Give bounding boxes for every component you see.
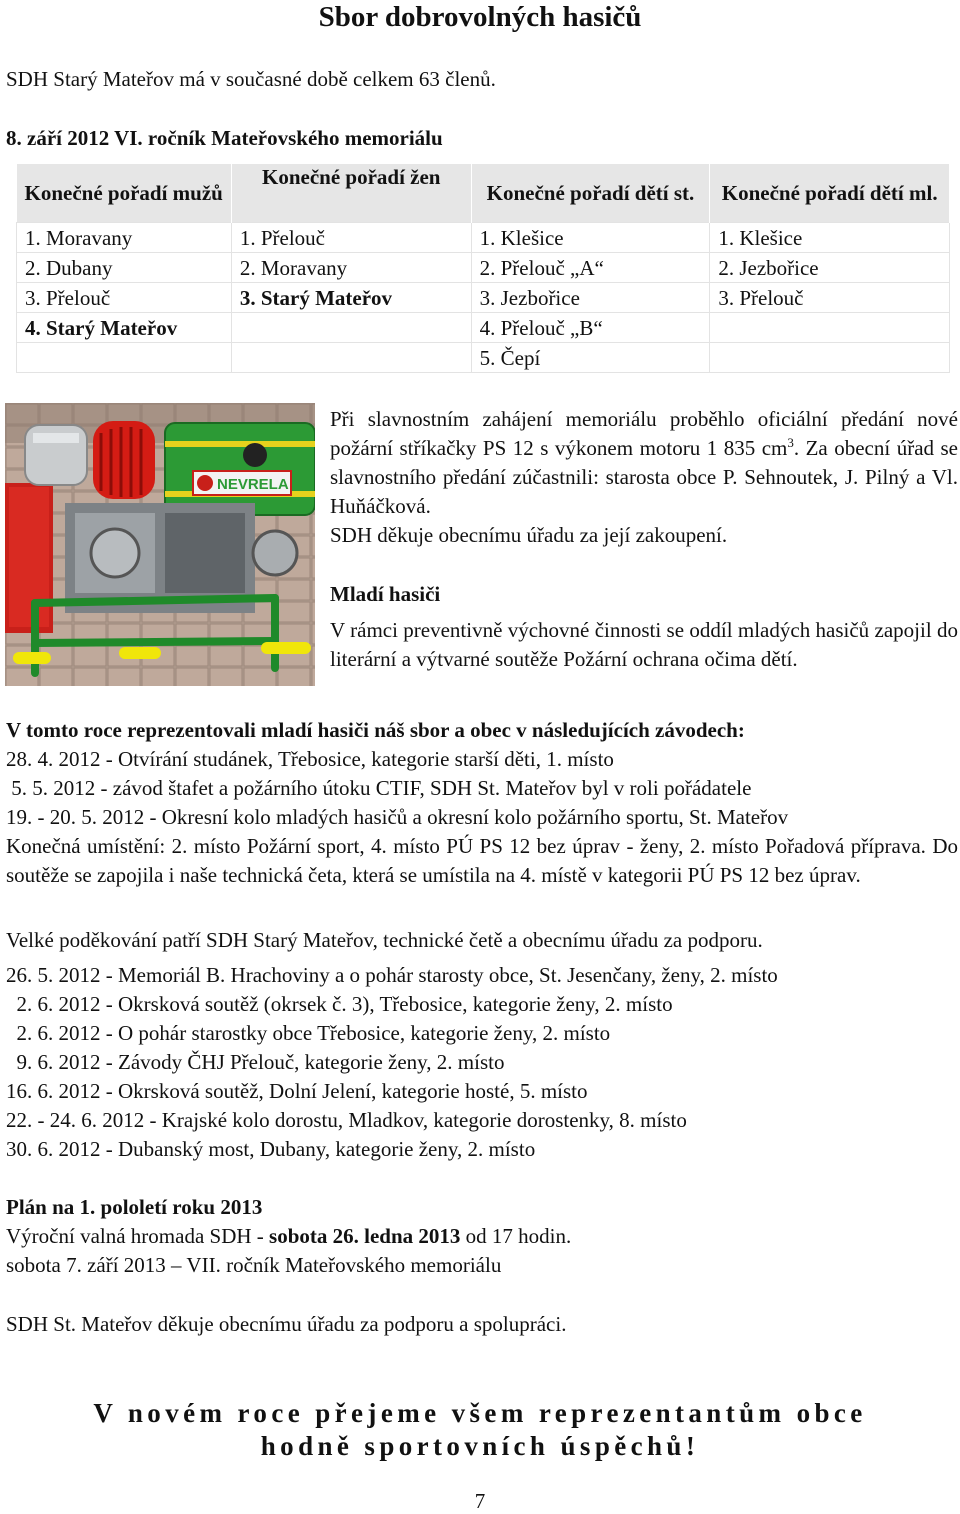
plan-meeting-time: od 17 hodin.: [460, 1224, 572, 1248]
table-cell: 1. Klešice: [471, 223, 710, 253]
women-event: 2. 6. 2012 - Okrsková soutěž (okrsek č. 3), Třebosice, kategorie ženy, 2. místo: [6, 992, 673, 1016]
table-cell: 1. Klešice: [710, 223, 950, 253]
women-event: 16. 6. 2012 - Okrsková soutěž, Dolní Jelení, kategorie hosté, 5. místo: [6, 1079, 588, 1103]
table-row: [17, 253, 950, 283]
final-results-paragraph: Konečná umístění: 2. místo Požární sport, 4. místo PÚ PS 12 bez úprav - ženy, 2. místo Pořadová příprava. Do soutěže se zapojila i naše technická četa, která se umístila na 4. místě v kategorii PÚ PS 12 bez úprav.: [6, 834, 958, 887]
women-event: 26. 5. 2012 - Memoriál B. Hrachoviny a o pohár starosty obce, St. Jesenčany, ženy, 2. místo: [6, 963, 778, 987]
pump-paragraph: [330, 405, 958, 550]
table-cell: 5. Čepí: [471, 343, 710, 373]
members-line: SDH Starý Mateřov má v současné době celkem 63 členů.: [6, 67, 496, 91]
pump-paragraph-text-end: . Za obecní úřad se slavnostního předání zúčastnili: starosta obce P. Sehnoutek, J. Pilný a Vl. Huňáčková.: [330, 436, 958, 518]
page-number: 7: [474, 1489, 486, 1513]
table-cell: 2. Moravany: [231, 253, 471, 283]
table-row: [17, 313, 950, 343]
women-event: 22. - 24. 6. 2012 - Krajské kolo dorostu, Mladkov, kategorie dorostenky, 8. místo: [6, 1108, 687, 1132]
table-cell: 1. Přelouč: [231, 223, 471, 253]
women-event: 9. 6. 2012 - Závody ČHJ Přelouč, kategorie ženy, 2. místo: [6, 1050, 505, 1074]
table-cell: 2. Přelouč „A“: [471, 253, 710, 283]
table-cell: 3. Starý Mateřov: [231, 283, 471, 313]
table-cell: 4. Přelouč „B“: [471, 313, 710, 343]
table-row: [17, 283, 950, 313]
table-row: [17, 223, 950, 253]
plan-meeting-date: sobota 26. ledna 2013: [269, 1224, 461, 1248]
page-heading: Sbor dobrovolných hasičů: [318, 1, 642, 33]
pump-paragraph-text: Při slavnostním zahájení memoriálu proběhlo oficiální předání nové požární stříkačky PS 12 s výkonem motoru 1 835 cm: [330, 407, 958, 460]
young-event: 28. 4. 2012 - Otvírání studánek, Třebosice, kategorie starší děti, 1. místo: [6, 747, 614, 771]
competitions-heading: V tomto roce reprezentovali mladí hasiči náš sbor a obec v následujících závodech:: [6, 718, 745, 742]
header-children-older: Konečné pořadí dětí st.: [471, 164, 710, 223]
table-cell: 1. Moravany: [17, 223, 232, 253]
fire-pump-illustration: [5, 403, 315, 686]
table-cell: 2. Dubany: [17, 253, 232, 283]
new-year-wish-line2: hodně sportovních úspěchů!: [260, 1431, 700, 1461]
young-firefighters-heading: Mladí hasiči: [330, 582, 441, 606]
fire-pump-photo: [5, 403, 315, 686]
young-event: 5. 5. 2012 - závod štafet a požárního útoku CTIF, SDH St. Mateřov byl v roli pořádatele: [6, 776, 752, 800]
brand-label: NEVRELA: [217, 476, 289, 493]
plan-meeting-line: [6, 1223, 571, 1249]
table-cell: [231, 313, 471, 343]
table-cell: 3. Přelouč: [17, 283, 232, 313]
plan-meeting-prefix: Výroční valná hromada SDH -: [6, 1224, 270, 1248]
table-cell: 4. Starý Mateřov: [17, 313, 232, 343]
header-men: Konečné pořadí mužů: [17, 164, 232, 223]
young-firefighters-text: V rámci preventivně výchovné činnosti se oddíl mladých hasičů zapojil do literární a výtvarné soutěže Požární ochrana očima dětí.: [330, 618, 958, 671]
results-header-row: [17, 164, 950, 223]
table-cell: [710, 343, 950, 373]
table-row: [17, 343, 950, 373]
new-year-wish-line1: V novém roce přejeme všem reprezentantům obce: [93, 1398, 867, 1428]
results-table: [16, 164, 950, 373]
young-event: 19. - 20. 5. 2012 - Okresní kolo mladých hasičů a okresní kolo požárního sportu, St. Mateřov: [6, 805, 789, 829]
memorial-line: 8. září 2012 VI. ročník Mateřovského memoriálu: [6, 126, 443, 150]
header-women: Konečné pořadí žen: [231, 164, 471, 223]
table-cell: 3. Jezbořice: [471, 283, 710, 313]
big-thanks: Velké poděkování patří SDH Starý Mateřov, technické četě a obecnímu úřadu za podporu.: [6, 928, 763, 952]
plan-memorial-line: sobota 7. září 2013 – VII. ročník Mateřovského memoriálu: [6, 1253, 502, 1277]
cubic-superscript: 3: [787, 435, 794, 450]
header-children-younger: Konečné pořadí dětí ml.: [710, 164, 950, 223]
women-event: 2. 6. 2012 - O pohár starostky obce Třebosice, kategorie ženy, 2. místo: [6, 1021, 611, 1045]
closing-thanks: SDH St. Mateřov děkuje obecnímu úřadu za podporu a spolupráci.: [6, 1312, 567, 1336]
pump-thanks: SDH děkuje obecnímu úřadu za její zakoupení.: [330, 523, 728, 547]
table-cell: [17, 343, 232, 373]
women-event: 30. 6. 2012 - Dubanský most, Dubany, kategorie ženy, 2. místo: [6, 1137, 536, 1161]
table-cell: 3. Přelouč: [710, 283, 950, 313]
table-cell: [231, 343, 471, 373]
table-cell: 2. Jezbořice: [710, 253, 950, 283]
plan-heading: Plán na 1. pololetí roku 2013: [6, 1195, 263, 1219]
table-cell: [710, 313, 950, 343]
